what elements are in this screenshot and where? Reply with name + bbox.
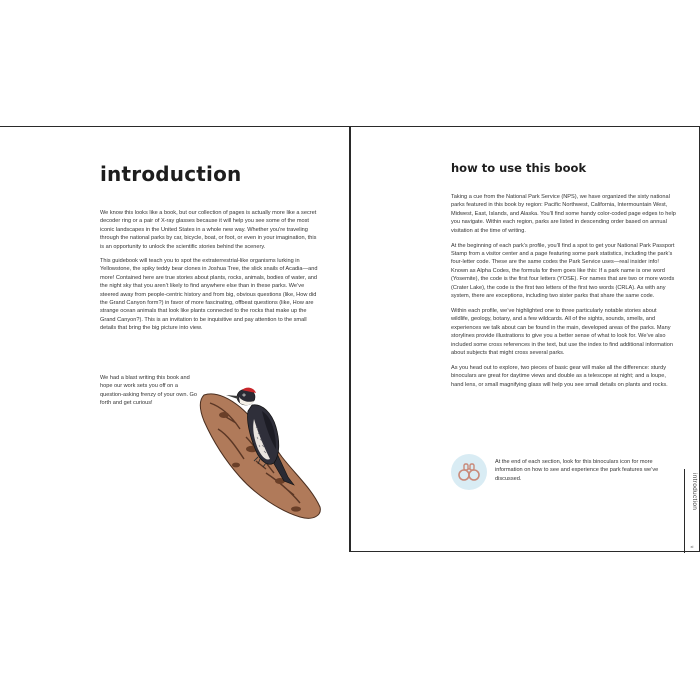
side-tab-label: introduction — [691, 473, 698, 511]
intro-paragraph-3: We had a blast writing this book and hope our work sets you off on a question-asking frenzy of your own. Go forth and get curious! — [100, 375, 198, 407]
how-to-paragraph-4: As you head out to explore, two pieces of basic gear will make all the difference: sturdy binoculars are great for daytime views and double as a telescope at night; and a loupe, hand lens, or small magnifying glass will help you see small details on plants and rocks. — [451, 364, 668, 388]
how-to-paragraph-3: Within each profile, we’ve highlighted one to three particularly notable stories about wildlife, geology, botany, and a few wildcards. All of the sights, sounds, smells, and experiences we talk about can be found in the main, developed areas of the parks. Many storylines provide illustrations to give you a better sense of what to look for. We’ve also included some cross references in the text, but use the index to find additional information about subjects that might cross several parks. — [451, 307, 674, 356]
intro-paragraph-2: This guidebook will teach you to spot the extraterrestrial-like organisms lurking in Yellowstone, the spiky teddy bear clones in Joshua Tree, the slick snails of Acadia—and more! Contained here are true stories about plants, rocks, animals, bodies of water, and the night sky that you aren’t likely to find anywhere else than in these parks. We’ve steered away from people-centric history and from big, obvious questions (like, How did the Grand Canyon form?) in favor of more fascinating, offbeat questions (like, How are strange ocean animals that look like plants connected to the rocks that make up the Grand Canyon?). This is an invitation to be inquisitive and pay attention to the small details that bring the big picture into view. — [100, 258, 318, 332]
woodpecker-illustration — [196, 377, 326, 522]
section-title: how to use this book — [451, 161, 587, 175]
intro-paragraph-1: We know this looks like a book, but our collection of pages is actually more like a secret decoder ring or a pair of X-ray glasses because it will help you see some of the most iconic landscapes in the United States in a whole new way. Whether you’re traveling through the national parks by car, bicycle, boat, or foot, or even in your imagination, this is an opportunity to unlock the scientific stories behind the scenery. — [100, 210, 317, 250]
intro-body — [100, 209, 320, 339]
binoculars-icon — [451, 454, 487, 490]
tip-text: At the end of each section, look for this binoculars icon for more information on how to see and experience the park features we’ve discussed. — [495, 459, 659, 482]
how-to-paragraph-2: At the beginning of each park’s profile, you’ll find a spot to get your National Park Passport Stamp from a visitor center and a page featuring some park statistics, including the park’s four-letter code. These are the same codes the Park Service uses—real insider info! Known as Alpha Codes, the formula for them goes like this: If a park name is one word (Yosemite), the code is the first four letters (YOSE). For names that are two or more words (Crater Lake), the code is the first two letters of the first two words (CRLA). As with any system, there are exceptions, including two sister parks that share the same code. — [451, 242, 675, 299]
binoculars-tip — [451, 454, 676, 494]
left-page — [0, 126, 350, 552]
how-to-body — [451, 193, 676, 396]
how-to-paragraph-1: Taking a cue from the National Park Service (NPS), we have organized the sixty national parks featured in this book by region: Pacific Northwest, California, Intermountain West, Midwest, East, Islands, and Alaska. You’ll find some handy color-coded page edges to help you navigate. Within each region, parks are listed in descending order based on annual visitation at the time of writing. — [451, 194, 676, 234]
page-title: introduction — [100, 162, 242, 186]
page-number: xi — [690, 544, 694, 549]
right-page — [350, 126, 700, 552]
side-tab — [684, 469, 699, 553]
